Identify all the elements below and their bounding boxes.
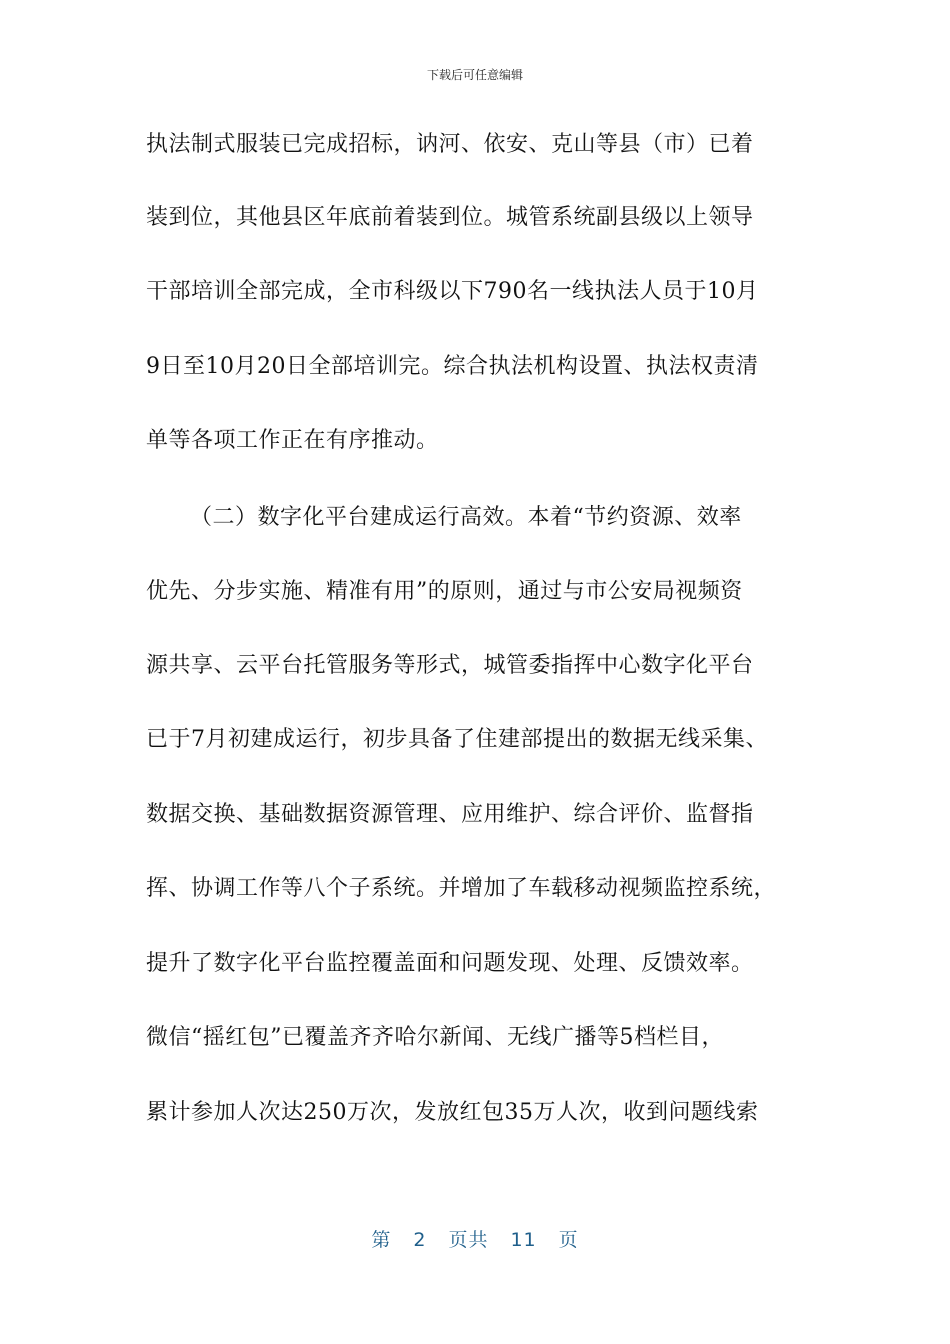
footer-page-number: 2	[413, 1229, 427, 1251]
text-line: 数据交换、基础数据资源管理、应用维护、综合评价、监督指	[146, 802, 754, 827]
text-line: 已于7月初建成运行，初步具备了住建部提出的数据无线采集、	[146, 727, 768, 752]
page-footer	[0, 1225, 950, 1252]
text-line: 微信“摇红包”已覆盖齐齐哈尔新闻、无线广播等5档栏目，	[146, 1025, 724, 1050]
text-line: 累计参加人次达250万次，发放红包35万人次，收到问题线索	[146, 1100, 759, 1125]
text-line: 挥、协调工作等八个子系统。并增加了车载移动视频监控系统，	[146, 876, 777, 901]
section-heading-line: （二）数字化平台建成运行高效。本着“节约资源、效率	[190, 505, 742, 530]
footer-suffix: 页	[558, 1229, 579, 1251]
text-line: 源共享、云平台托管服务等形式，城管委指挥中心数字化平台	[146, 653, 754, 678]
footer-middle: 页共	[448, 1229, 489, 1251]
footer-total-pages: 11	[510, 1229, 537, 1251]
footer-prefix: 第	[371, 1229, 392, 1251]
text-line: 优先、分步实施、精准有用”的原则，通过与市公安局视频资	[146, 579, 743, 604]
text-line: 9日至10月20日全部培训完。综合执法机构设置、执法权责清	[146, 354, 759, 379]
text-line: 提升了数字化平台监控覆盖面和问题发现、处理、反馈效率。	[146, 951, 754, 976]
text-line: 执法制式服装已完成招标，讷河、依安、克山等县（市）已着	[146, 132, 754, 157]
header-note: 下载后可任意编辑	[426, 68, 523, 82]
text-line: 单等各项工作正在有序推动。	[146, 428, 439, 453]
text-line: 装到位，其他县区年底前着装到位。城管系统副县级以上领导	[146, 205, 754, 230]
text-line: 干部培训全部完成，全市科级以下790名一线执法人员于10月	[146, 279, 759, 304]
